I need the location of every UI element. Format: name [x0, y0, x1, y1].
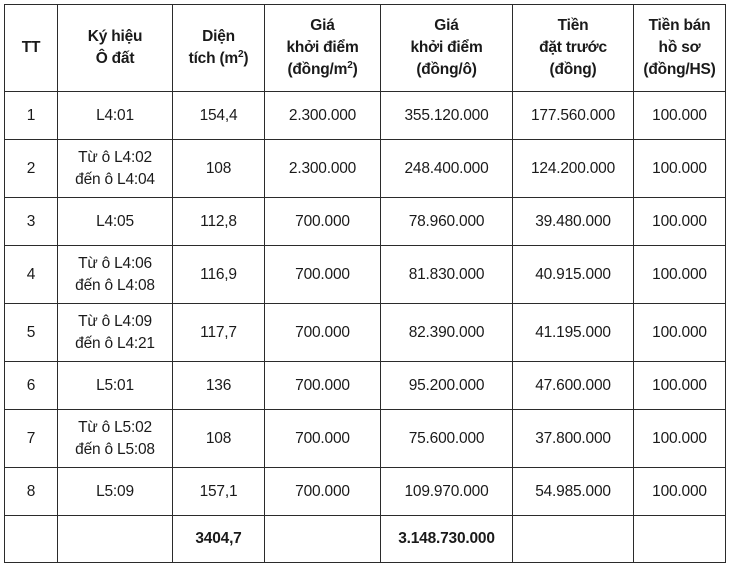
- table-row: [5, 304, 726, 362]
- cell-deposit: 177.560.000: [513, 92, 634, 140]
- auction-lot-table: [4, 4, 726, 563]
- table-body: [5, 92, 726, 563]
- cell-area: 108: [173, 140, 265, 198]
- cell-tt: 5: [5, 304, 58, 362]
- cell-fee: 100.000: [634, 362, 726, 410]
- cell-price-m2: 700.000: [265, 304, 381, 362]
- cell-price-m2: 700.000: [265, 362, 381, 410]
- cell-price-lot: 78.960.000: [381, 198, 513, 246]
- cell-price-m2: 700.000: [265, 246, 381, 304]
- cell-fee: 100.000: [634, 92, 726, 140]
- cell-price-m2: 700.000: [265, 468, 381, 516]
- cell-fee: 100.000: [634, 410, 726, 468]
- table-header: [5, 5, 726, 92]
- header-gia-khoi-diem-lot: Giá khởi điểm (đồng/ô): [381, 5, 513, 92]
- cell-price-lot: 248.400.000: [381, 140, 513, 198]
- header-tien-ban-ho-so: Tiền bán hồ sơ (đồng/HS): [634, 5, 726, 92]
- cell-lot: L5:09: [58, 468, 173, 516]
- cell-area: 154,4: [173, 92, 265, 140]
- cell-area: 136: [173, 362, 265, 410]
- cell-fee: 100.000: [634, 468, 726, 516]
- cell-area: 112,8: [173, 198, 265, 246]
- cell-price-m2: 700.000: [265, 198, 381, 246]
- cell-price-m2: 2.300.000: [265, 140, 381, 198]
- header-dien-tich: Diện tích $(m^2)$: [173, 5, 265, 92]
- cell-lot: Từ ô L5:02 đến ô L5:08: [58, 410, 173, 468]
- cell-lot-empty: [58, 516, 173, 563]
- cell-area: 108: [173, 410, 265, 468]
- cell-price-lot: 109.970.000: [381, 468, 513, 516]
- cell-lot: L5:01: [58, 362, 173, 410]
- total-row: [5, 516, 726, 563]
- total-area: 3404,7: [173, 516, 265, 563]
- document-page: [4, 4, 726, 563]
- cell-price-lot: 95.200.000: [381, 362, 513, 410]
- cell-deposit: 124.200.000: [513, 140, 634, 198]
- cell-area: 117,7: [173, 304, 265, 362]
- cell-lot: Từ ô L4:06 đến ô L4:08: [58, 246, 173, 304]
- cell-fee: 100.000: [634, 140, 726, 198]
- header-ky-hieu: Ký hiệu Ô đất: [58, 5, 173, 92]
- cell-price-lot: 355.120.000: [381, 92, 513, 140]
- header-tt: TT: [5, 5, 58, 92]
- cell-deposit: 47.600.000: [513, 362, 634, 410]
- cell-lot: Từ ô L4:02 đến ô L4:04: [58, 140, 173, 198]
- cell-lot: Từ ô L4:09 đến ô L4:21: [58, 304, 173, 362]
- cell-tt: 8: [5, 468, 58, 516]
- cell-price-lot: 75.600.000: [381, 410, 513, 468]
- cell-tt: 2: [5, 140, 58, 198]
- header-row: [5, 5, 726, 92]
- table-row: [5, 246, 726, 304]
- cell-price-lot: 82.390.000: [381, 304, 513, 362]
- cell-fee: 100.000: [634, 304, 726, 362]
- cell-price-m2-empty: [265, 516, 381, 563]
- cell-tt: 1: [5, 92, 58, 140]
- cell-fee: 100.000: [634, 198, 726, 246]
- cell-deposit: 41.195.000: [513, 304, 634, 362]
- cell-price-lot: 81.830.000: [381, 246, 513, 304]
- table-row: [5, 362, 726, 410]
- cell-tt: 7: [5, 410, 58, 468]
- total-price-lot: 3.148.730.000: [381, 516, 513, 563]
- cell-deposit: 37.800.000: [513, 410, 634, 468]
- cell-deposit: 39.480.000: [513, 198, 634, 246]
- cell-deposit: 40.915.000: [513, 246, 634, 304]
- cell-price-m2: 700.000: [265, 410, 381, 468]
- cell-deposit-empty: [513, 516, 634, 563]
- table-row: [5, 198, 726, 246]
- cell-tt: 4: [5, 246, 58, 304]
- header-tien-dat-truoc: Tiền đặt trước (đồng): [513, 5, 634, 92]
- table-row: [5, 92, 726, 140]
- table-row: [5, 410, 726, 468]
- cell-price-m2: 2.300.000: [265, 92, 381, 140]
- table-row: [5, 140, 726, 198]
- cell-tt: 6: [5, 362, 58, 410]
- cell-fee-empty: [634, 516, 726, 563]
- cell-area: 116,9: [173, 246, 265, 304]
- cell-fee: 100.000: [634, 246, 726, 304]
- table-row: [5, 468, 726, 516]
- cell-tt-empty: [5, 516, 58, 563]
- cell-lot: L4:01: [58, 92, 173, 140]
- cell-tt: 3: [5, 198, 58, 246]
- cell-lot: L4:05: [58, 198, 173, 246]
- cell-area: 157,1: [173, 468, 265, 516]
- header-gia-khoi-diem-m2: Giá khởi điểm $(đồng/m^2)$: [265, 5, 381, 92]
- cell-deposit: 54.985.000: [513, 468, 634, 516]
